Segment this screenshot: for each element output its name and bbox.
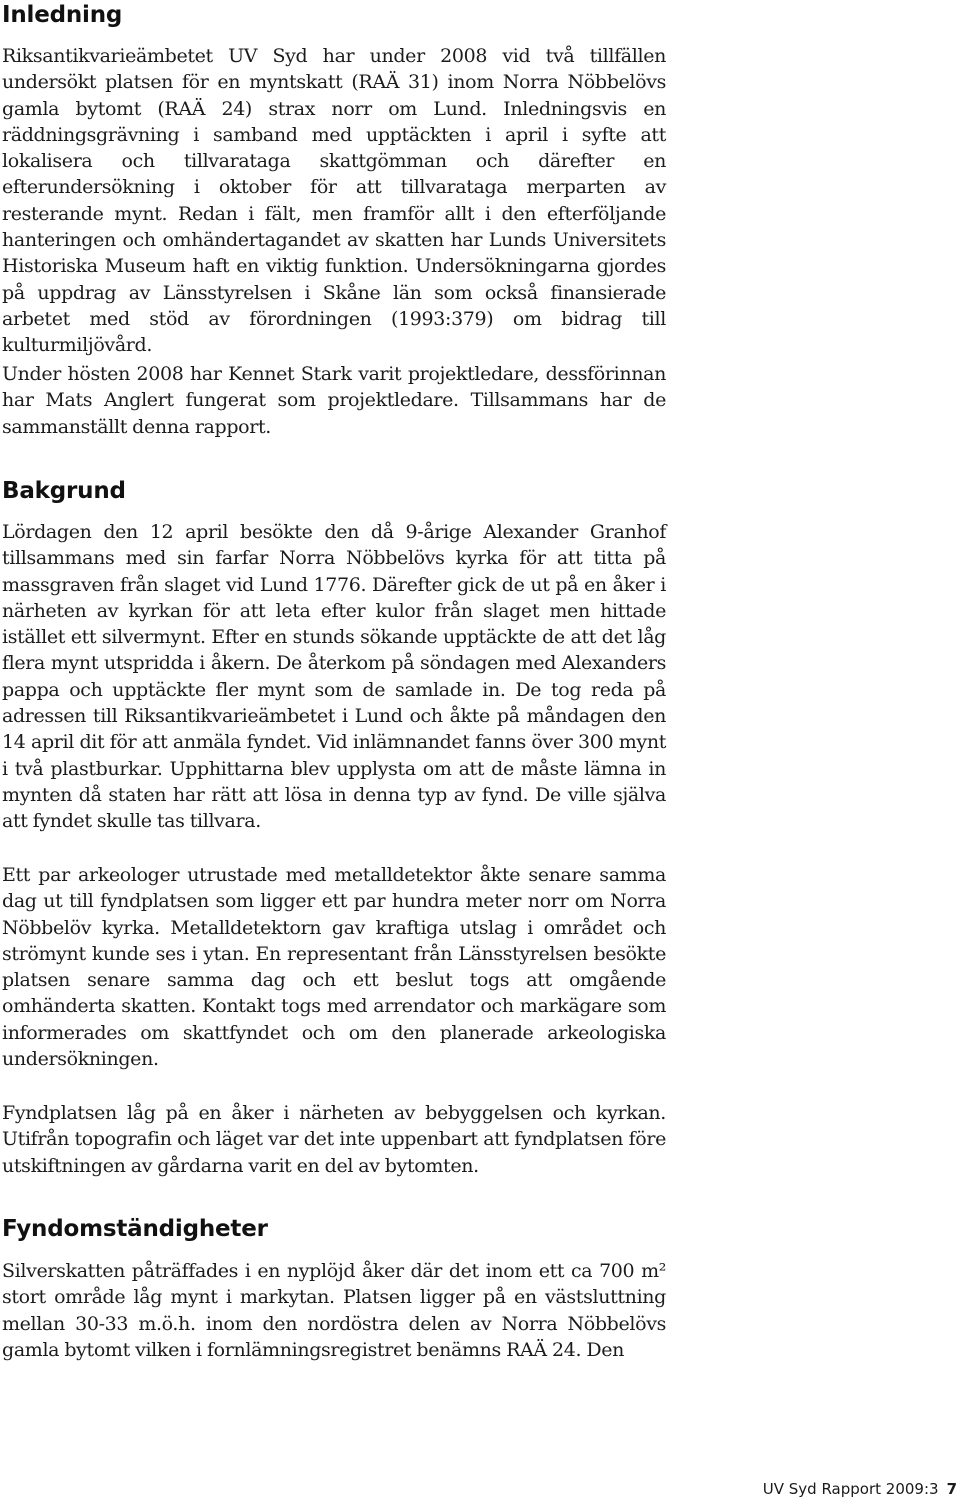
paragraph-inledning-2: Under hösten 2008 har Kennet Stark varit projektledare, dessförinnan har Mats Anglert fungerat som projektledare. Tillsammans har de sammanställt denna rapport.	[2, 363, 666, 438]
heading-fyndomstandigheter: Fyndomständigheter	[2, 1216, 268, 1242]
paragraph-inledning-1: Riksantikvarieämbetet UV Syd har under 2008 vid två tillfällen undersökt platsen för en myntskatt (RAÄ 31) inom Norra Nöbbelövs gamla bytomt (RAÄ 24) strax norr om Lund. Inledningsvis en räddningsgrävning i samband med upptäckten i april i syfte att lokalisera och tillvarataga skattgömman och därefter en efterundersökning i oktober för att tillvarataga merparten av resterande mynt. Redan i fält, men framför allt i den efterföljande hanteringen och omhändertagandet av skatten har Lunds Universitets Historiska Museum haft en viktig funktion. Undersökningarna gjordes på uppdrag av Länsstyrelsen i Skåne län som också finansierade arbetet med stöd av förordningen (1993:379) om bidrag till kulturmiljövård.	[2, 45, 666, 357]
paragraph-bakgrund-1: Lördagen den 12 april besökte den då 9-årige Alexander Granhof tillsammans med sin farfar Norra Nöbbelövs kyrka för att titta på massgraven från slaget vid Lund 1776. Därefter gick de ut på en åker i närheten av kyrkan för att leta efter kulor från slaget men hittade istället ett silvermynt. Efter en stunds sökande upptäckte de att det låg flera mynt utspridda i åkern. De återkom på söndagen med Alexanders pappa och upptäckte fler mynt som de samlade in. De tog reda på adressen till Riksantikvarieämbetet i Lund och åkte på måndagen den 14 april dit för att anmäla fyndet. Vid inlämnandet fanns över 300 mynt i två plastburkar. Upphittarna blev upplysta om att de måste lämna in mynten då staten har rätt att lösa in denna typ av fynd. De ville själva att fyndet skulle tas tillvara.	[2, 521, 666, 833]
report-title: UV Syd Rapport 2009:3	[762, 1480, 939, 1498]
paragraph-fyndomstandigheter-1: Silverskatten påträffades i en nyplöjd åker där det inom ett ca 700 m² stort område låg mynt i markytan. Platsen ligger på en västsluttning mellan 30-33 m.ö.h. inom den nordöstra delen av Norra Nöbbelövs gamla bytomt vilken i fornlämningsregistret benämns RAÄ 24. Den	[2, 1260, 666, 1361]
paragraph-bakgrund-3: Fyndplatsen låg på en åker i närheten av bebyggelsen och kyrkan. Utifrån topografin och läget var det inte uppenbart att fyndplatsen före utskiftningen av gårdarna varit en del av bytomten.	[2, 1102, 666, 1177]
page-footer	[763, 1480, 957, 1498]
heading-inledning: Inledning	[2, 2, 123, 28]
page-number: 7	[946, 1480, 957, 1498]
heading-bakgrund: Bakgrund	[2, 478, 126, 504]
paragraph-bakgrund-2: Ett par arkeologer utrustade med metalldetektor åkte senare samma dag ut till fyndplatsen som ligger ett par hundra meter norr om Norra Nöbbelöv kyrka. Metalldetektorn gav kraftiga utslag i området och strömynt kunde ses i ytan. En representant från Länsstyrelsen besökte platsen senare samma dag och ett beslut togs att omgående omhänderta skatten. Kontakt togs med arrendator och markägare som informerades om skattfyndet och om den planerade arkeologiska undersökningen.	[2, 864, 666, 1071]
